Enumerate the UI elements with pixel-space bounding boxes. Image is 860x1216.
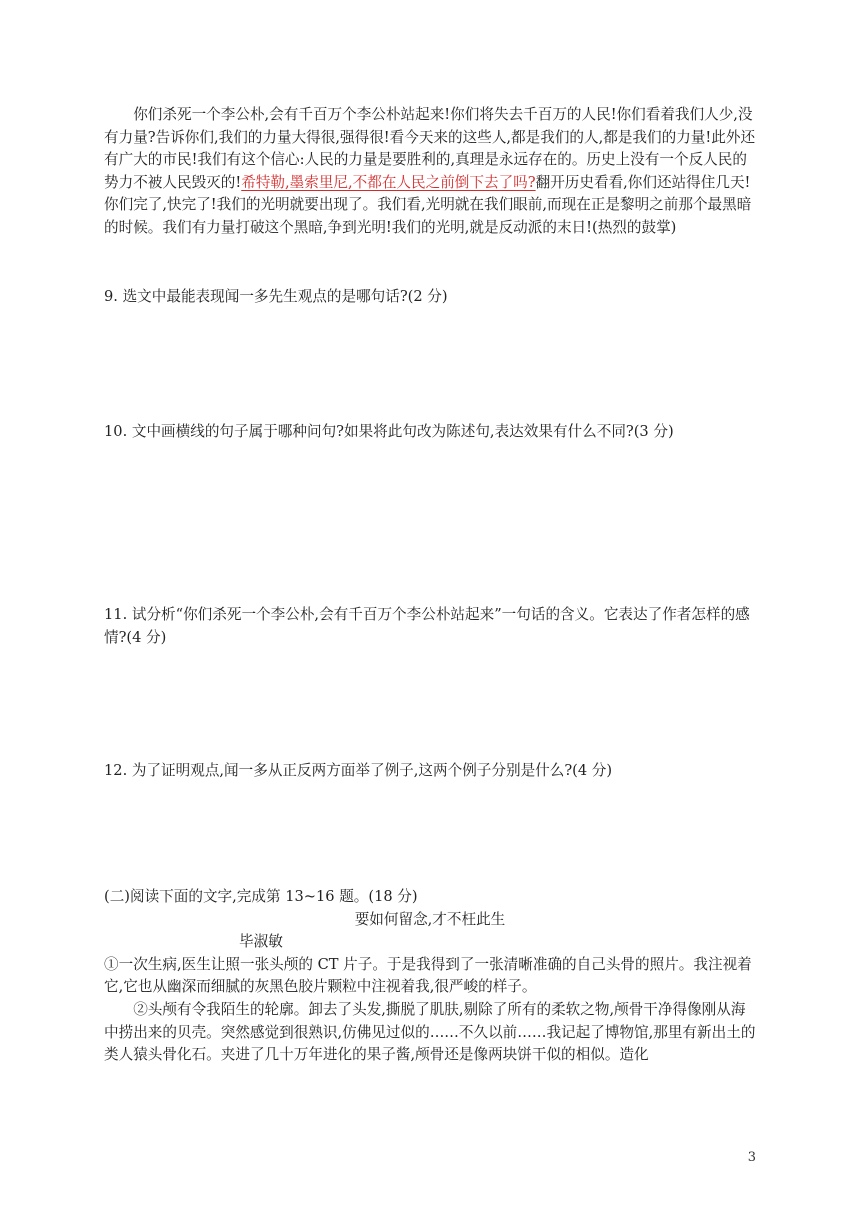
underlined-sentence: 希特勒,墨索里尼,不都在人民之前倒下去了吗? [241,173,536,191]
question-11: 11. 试分析“你们杀死一个李公朴,会有千百万个李公朴站起来”一句话的含义。它表达了作者怎样的感情?(4 分) [104,606,750,646]
question-9: 9. 选文中最能表现闻一多先生观点的是哪句话?(2 分) [104,288,448,305]
question-10: 10. 文中画横线的句子属于哪种问句?如果将此句改为陈述句,表达效果有什么不同?(3 分) [104,423,674,440]
passage-text-cont: 翻开历史看看,你们还站得住几天!你们完了,快完了!我们的光明就要出现了。我们看,光明就在我们眼前,而现在正是黎明之前那个最黑暗的时候。我们有力量打破这个黑暗,争到光明!我们的光明,就是反动派的末日!(热烈的鼓掌) [104,173,752,236]
passage-text: 你们杀死一个李公朴,会有千百万个李公朴站起来!你们将失去千百万的人民!你们看着我们人少,没有力量?告诉你们,我们的力量大得很,强得很!看今天来的这些人,都是我们的人,都是我们的力量!此外还有广大的市民!我们有这个信心:人民的力量是要胜利的,真理是永远存在的。历史上没有一个反人民的势力不被人民毁灭的! [104,106,756,191]
article-title: 要如何留念,才不枉此生 [354,910,506,928]
article-paragraph-1: ①一次生病,医生让照一张头颅的 CT 片子。于是我得到了一张清晰准确的自己头骨的照片。我注视着它,它也从幽深而细腻的灰黑色胶片颗粒中注视着我,很严峻的样子。 [104,955,752,996]
article-paragraph-2: ②头颅有令我陌生的轮廓。卸去了头发,撕脱了肌肤,剔除了所有的柔软之物,颅骨干净得像刚从海中捞出来的贝壳。突然感觉到很熟识,仿佛见过似的……不久以前……我记起了博物馆,那里有新出土的类人猿头骨化石。夹进了几十万年进化的果子酱,颅骨还是像两块饼干似的相似。造化 [104,1000,756,1064]
passage-1 [104,104,756,240]
passage-paragraph [104,104,756,240]
question-12: 12. 为了证明观点,闻一多从正反两方面举了例子,这两个例子分别是什么?(4 分) [104,762,613,779]
page-number: 3 [747,1150,756,1165]
section-heading: (二)阅读下面的文字,完成第 13~16 题。(18 分) [104,888,418,905]
article-author: 毕淑敏 [239,933,283,951]
section-2 [104,886,756,1067]
